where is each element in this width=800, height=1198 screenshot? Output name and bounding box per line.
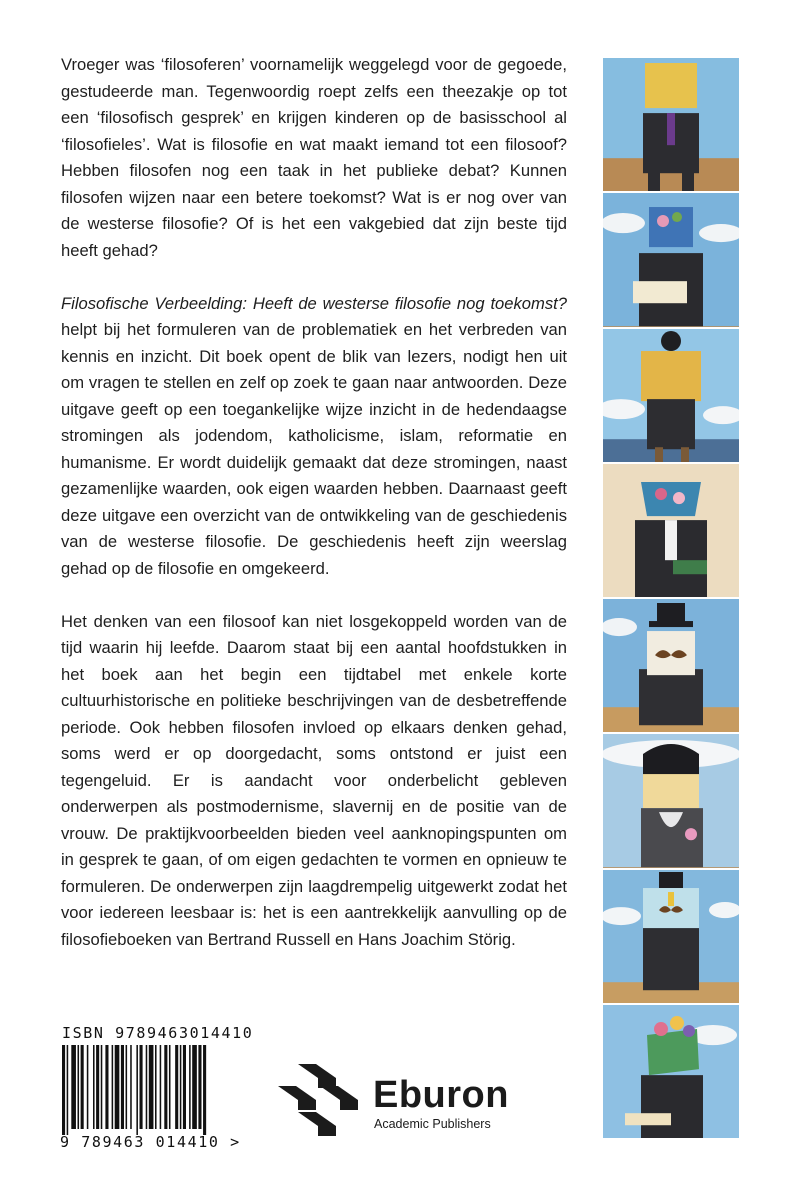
barcode-bar (183, 1045, 186, 1129)
blurb-paragraph-3: Het denken van een filosoof kan niet losgekoppeld worden van de tijd waarin hij leefde. Daarom staat bij een aantal hoofdstukken in het boek aan het begin een tijdtabel met enkele korte cultuurhistorische en politieke beschrijvingen van de desbetreffende periode. Ook hebben filosofen invloed op elkaars denken gehad, soms werd er op doorgedacht, soms ontstond er juist een tegengeluid. Er is aandacht voor onderbelicht gebleven onderwerpen als postmodernisme, slavernij en de positie van de vrouw. De praktijkvoorbeelden bieden veel aanknopingspunten om in gesprek te gaan, of om eigen gedachten te vormen en opnieuw te formuleren. De onderwerpen zijn laagdrempelig uitgewerkt zodat het voor iedereen leesbaar is: het is een aantrekkelijk aanvulling op de filosofieboeken van Bertrand Russell en Hans Joachim Störig. (61, 611, 567, 949)
blurb-paragraph-2-text: helpt bij het formuleren van de problematiek en het verbreden van kennis en inzicht. Dit boek opent de blik van lezers, nodigt hen uit om vragen te stellen en zelf op zoek te gaan naar antwoorden. Deze uitgave geeft op een toegankelijke wijze inzicht in de hedendaagse stromingen als jodendom, katholicisme, islam, reformatie en humanisme. Er wordt duidelijk gemaakt dat deze stromingen, naast gezamenlijke waarden, ook eigen waarden hebben. Daarnaast geeft deze uitgave een overzicht van de ontwikkeling van de geschiedenis van de westerse filosofie. De geschiedenis heeft zijn weerslag gehad op de filosofie en omgekeerd. (61, 320, 567, 578)
barcode-bar (192, 1045, 197, 1129)
barcode-bar (198, 1045, 201, 1129)
blurb-text (61, 52, 567, 953)
barcode-bar (164, 1045, 167, 1129)
illustration-strip (603, 58, 739, 1138)
isbn-label: ISBN 9789463014410 (62, 1024, 254, 1042)
publisher-logo-icon (278, 1062, 362, 1140)
barcode-bar (160, 1045, 162, 1129)
barcode-bar (105, 1045, 108, 1129)
barcode-bar (81, 1045, 84, 1129)
barcode-bar (62, 1045, 65, 1135)
illustration-figure (603, 1005, 739, 1138)
barcode-bar (126, 1045, 128, 1129)
barcode-bar (78, 1045, 80, 1129)
barcode-number: 9 789463 014410 > (60, 1133, 241, 1151)
illustration-figure (603, 870, 739, 1003)
barcode-bar (115, 1045, 120, 1129)
barcode-bar (71, 1045, 76, 1129)
barcode-bar (146, 1045, 148, 1129)
barcode-bar (96, 1045, 99, 1129)
barcode-bar (121, 1045, 124, 1129)
illustration-figure (603, 599, 739, 732)
barcode-bar (130, 1045, 132, 1129)
barcode-bar (169, 1045, 171, 1129)
blurb-paragraph-1: Vroeger was ‘filosoferen’ voornamelijk weggelegd voor de gegoede, gestudeerde man. Tegenwoordig roept zelfs een theezakje op tot een ‘filosofisch gesprek’ en krijgen kinderen op de basisschool al ‘filosofieles’. Wat is filosofie en wat maakt iemand tot een filosoof? Hebben filosofen nog een taak in het publieke debat? Kunnen filosofen wijzen naar een betere toekomst? Wat is er nog over van de westerse filosofie? Of is het een vakgebied dat zijn beste tijd heeft gehad? (61, 55, 567, 260)
publisher-name: Eburon (373, 1074, 509, 1116)
illustration-figure (603, 329, 739, 462)
publisher-subtitle: Academic Publishers (374, 1117, 491, 1131)
barcode-bar (67, 1045, 69, 1135)
illustration-figure (603, 58, 739, 191)
barcode (62, 1045, 250, 1135)
barcode-bar (189, 1045, 191, 1129)
barcode-bar (87, 1045, 89, 1129)
illustration-figure (603, 464, 739, 597)
barcode-bar (155, 1045, 157, 1129)
barcode-bar (180, 1045, 182, 1129)
barcode-bar (203, 1045, 206, 1135)
illustration-figure (603, 734, 739, 867)
barcode-bar (175, 1045, 178, 1129)
barcode-bar (136, 1045, 138, 1135)
barcode-bar (112, 1045, 114, 1129)
barcode-bar (149, 1045, 154, 1129)
barcode-bar (93, 1045, 95, 1129)
barcode-bar (140, 1045, 143, 1129)
illustration-figure (603, 193, 739, 326)
book-title: Filosofische Verbeelding: Heeft de westerse filosofie nog toekomst? (61, 293, 567, 313)
barcode-bar (101, 1045, 103, 1129)
blurb-paragraph-2 (61, 291, 567, 583)
